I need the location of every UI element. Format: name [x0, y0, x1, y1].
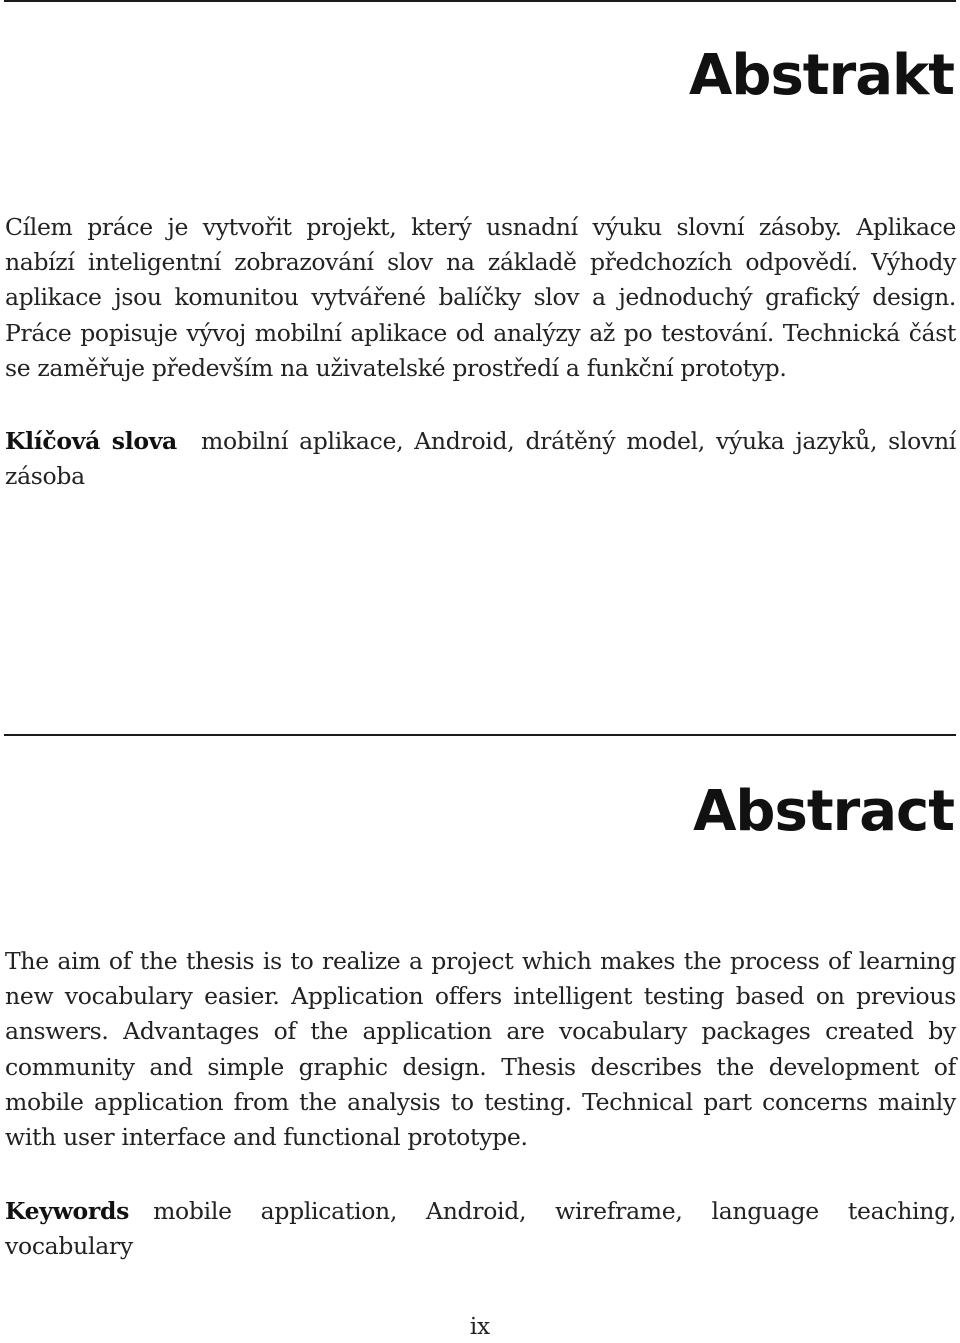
page-number: ix: [469, 1314, 491, 1340]
abstrakt-keywords: [5, 424, 956, 494]
abstract-paragraph: The aim of the thesis is to realize a project which makes the process of learning new vocabulary easier. Application offers intelligent testing based on previous answers. Advantages of the application are vocabulary packages created by community and simple graphic design. Thesis describes the development of mobile application from the analysis to testing. Technical part concerns mainly with user interface and functional prototype.: [5, 947, 956, 1152]
abstrakt-heading: Abstrakt: [689, 43, 954, 108]
abstract-keywords-label: Keywords: [5, 1197, 130, 1225]
abstrakt-keywords-list: mobilní aplikace, Android, drátěný model, výuka jazyků, slovní zásoba: [5, 427, 957, 491]
top-rule: [4, 0, 956, 2]
section-rule: [4, 734, 956, 736]
abstrakt-paragraph: Cílem práce je vytvořit projekt, který usnadní výuku slovní zásoby. Aplikace nabízí inteligentní zobrazování slov na základě předchozích odpovědí. Výhody aplikace jsou komunitou vytvářené balíčky slov a jednoduchý grafický design. Práce popisuje vývoj mobilní aplikace od analýzy až po testování. Technická část se zaměřuje především na uživatelské prostředí a funkční prototyp.: [5, 213, 956, 382]
abstrakt-keywords-label: Klíčová slova: [5, 427, 177, 455]
abstract-heading: Abstract: [693, 779, 954, 844]
abstract-keywords: [5, 1194, 956, 1264]
abstract-keywords-list: mobile application, Android, wireframe, language teaching, vocabulary: [5, 1197, 956, 1261]
